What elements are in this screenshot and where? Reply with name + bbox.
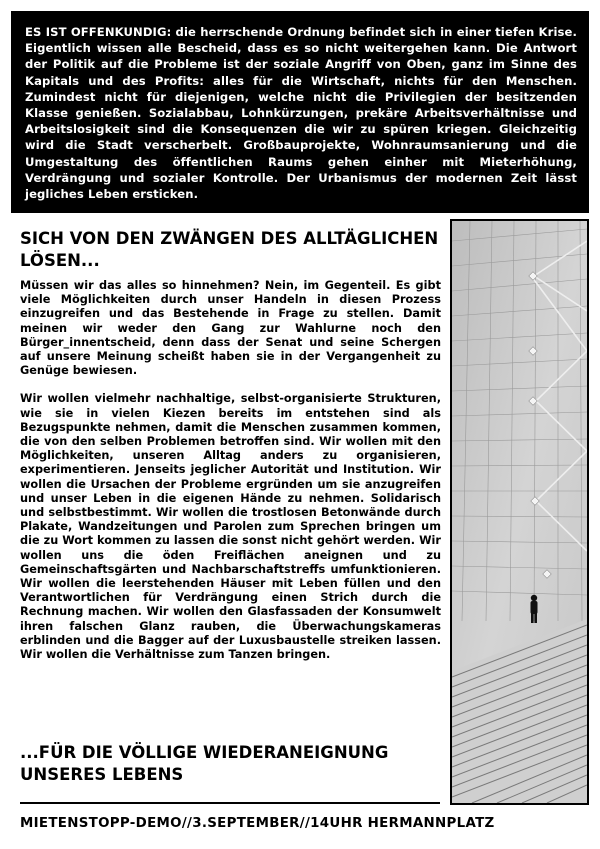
photo-staircase-facade: [450, 219, 589, 805]
event-footer: MIETENSTOPP-DEMO//3.SEPTEMBER//14UHR HERMANNPLATZ: [20, 816, 495, 831]
paragraph-2: Wir wollen vielmehr nachhaltige, selbst-organisierte Strukturen, wie sie in vielen Kiezen bereits im entstehen sind als Bezugspunkte nehmen, damit die Menschen zusammen kommen, die von den selben Problemen betroffen sind. Wir wollen mit den Möglichkeiten, unseren Alltag anders zu organisieren, experimentieren. Jenseits jeglicher Autorität und Institution. Wir wollen die Ursachen der Probleme ergründen um sie anzugreifen und unser Leben in die eigenen Hände zu nehmen. Solidarisch und selbstbestimmt. Wir wollen die trostlosen Betonwände durch Plakate, Wandzeitungen und Parolen zum Sprechen bringen um die zu Wort kommen zu lassen die sonst nicht gehört werden. Wir wollen uns die öden Freiflächen aneignen und zu Gemeinschaftsgärten und Nachbarschaftstreffs umfunktionieren. Wir wollen die leerstehenden Häuser mit Leben füllen und den Verantwortlichen für Verdrängung einen Strich durch die Rechnung machen. Wir wollen den Glasfassaden der Konsumwelt ihren falschen Glanz rauben, die Überwachungskameras erblinden und die Bagger auf der Luxusbaustelle streiken lassen. Wir wollen die Verhältnisse zum Tanzen bringen.: [20, 392, 441, 662]
divider: [20, 802, 440, 804]
paragraph-1: Müssen wir das alles so hinnehmen? Nein, im Gegenteil. Es gibt viele Möglichkeiten durch unser Handeln in diesen Prozess einzugreifen und das Bestehende in Frage zu stellen. Damit meinen wir weder den Gang zur Wahlurne noch den Bürger_innentscheid, denn dass der Senat und seine Schergen auf unsere Meinung scheißt haben sie in der Vergangenheit zu Genüge bewiesen.: [20, 279, 441, 378]
body-text: [20, 279, 441, 676]
section-heading: SICH VON DEN ZWÄNGEN DES ALLTÄGLICHEN LÖSEN...: [20, 229, 439, 270]
closing-heading: ...FÜR DIE VÖLLIGE WIEDERANEIGNUNG UNSERES LEBENS: [20, 743, 389, 784]
intro-box: [11, 11, 589, 213]
photo-illustration: [452, 221, 587, 803]
intro-text: ES IST OFFENKUNDIG: die herrschende Ordnung befindet sich in einer tiefen Krise. Eigentlich wissen alle Bescheid, dass es so nicht weitergehen kann. Die Antwort der Politik auf die Probleme ist der soziale Angriff von Oben, ganz im Sinne des Kapitals und des Profits: alles für die Wirtschaft, nichts für den Menschen. Zumindest nicht für diejenigen, welche nicht die Privilegien der besitzenden Klasse genießen. Sozialabbau, Lohnkürzungen, prekäre Arbeitsverhältnisse und Arbeitslosigkeit sind die Konsequenzen die wir zu spüren kriegen. Gleichzeitig wird die Stadt verscherbelt. Großbauprojekte, Wohnraumsanierung und die Umgestaltung des öffentlichen Raums gehen einher mit Mieterhöhung, Verdrängung und sozialer Kontrolle. Der Urbanismus der modernen Zeit lässt jegliches Leben ersticken.: [25, 25, 577, 202]
